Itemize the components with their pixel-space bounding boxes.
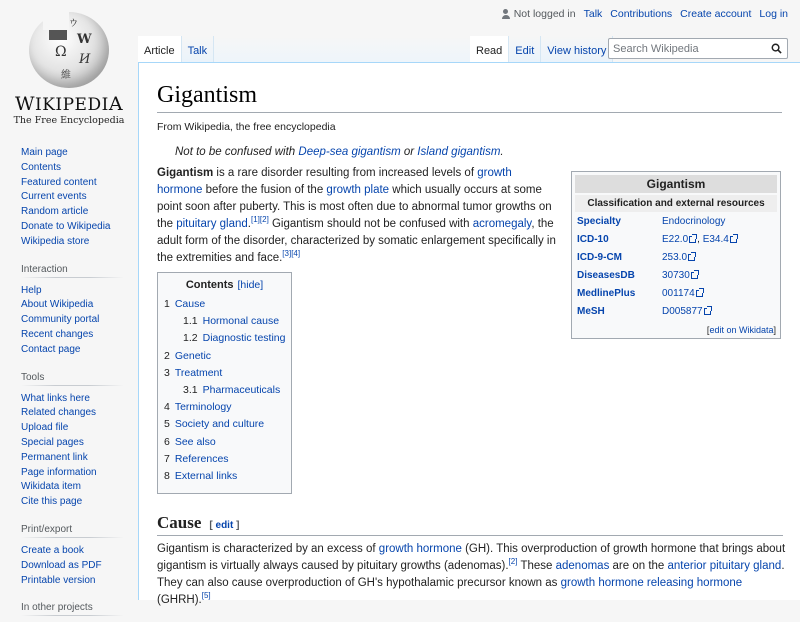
sidebar-other-projects bbox=[0, 602, 138, 616]
contributions-link[interactable]: Contributions bbox=[610, 8, 673, 20]
cause-text: (GH). This overproduction of growth hormone that brings about gigantism is virtually always caused by pituitary growths (adenomas). bbox=[157, 543, 786, 572]
infobox-value[interactable]: 253.0 bbox=[662, 251, 688, 263]
table-of-contents bbox=[157, 272, 292, 494]
cause-paragraph bbox=[157, 541, 787, 609]
edit-on-wikidata-link[interactable]: edit on Wikidata bbox=[709, 325, 774, 335]
sidebar-item-contents[interactable]: Contents bbox=[21, 161, 62, 173]
lead-paragraph bbox=[157, 165, 559, 267]
wikipedia-logo[interactable] bbox=[0, 0, 138, 130]
tab-read[interactable]: Read bbox=[470, 36, 509, 62]
sidebar-item-community-portal[interactable]: Community portal bbox=[21, 314, 100, 326]
cause-text: Gigantism is characterized by an excess of bbox=[157, 543, 379, 555]
infobox-value[interactable]: E22.0 bbox=[662, 233, 689, 245]
infobox-label[interactable]: Specialty bbox=[577, 215, 621, 227]
reference-link[interactable]: [3][4] bbox=[282, 248, 301, 258]
sidebar-item-donate[interactable]: Donate to Wikipedia bbox=[21, 220, 111, 232]
reference-link[interactable]: [1][2] bbox=[251, 214, 269, 224]
edit-section bbox=[209, 520, 239, 531]
anon-status bbox=[501, 8, 576, 20]
anterior-pituitary-gland-link[interactable]: anterior pituitary gland bbox=[667, 560, 782, 572]
cause-text: . They can also cause overproduction of GH's hypothalamic precursor known as bbox=[157, 560, 785, 589]
sidebar-item-special-pages[interactable]: Special pages bbox=[21, 436, 84, 448]
toc-link[interactable]: Pharmaceuticals bbox=[202, 383, 281, 396]
cause-text: These bbox=[517, 560, 556, 572]
sidebar-item-create-book[interactable]: Create a book bbox=[21, 544, 84, 556]
sidebar-item-featured-content[interactable]: Featured content bbox=[21, 176, 97, 188]
not-logged-in-label: Not logged in bbox=[513, 8, 576, 20]
tab-edit[interactable]: Edit bbox=[509, 36, 541, 62]
bracket: ] bbox=[233, 520, 240, 531]
toc-item[interactable] bbox=[164, 365, 285, 382]
sidebar-item-permanent-link[interactable]: Permanent link bbox=[21, 451, 88, 463]
infobox-row-icd9 bbox=[575, 248, 777, 266]
toc-link[interactable]: Society and culture bbox=[174, 418, 265, 431]
external-link-icon bbox=[730, 234, 738, 242]
external-link-icon bbox=[704, 306, 712, 314]
tab-view-history[interactable]: View history bbox=[541, 36, 613, 62]
island-gigantism-link[interactable]: Island gigantism bbox=[417, 145, 501, 158]
infobox-row-specialty bbox=[575, 212, 777, 230]
toc-number: 3 bbox=[164, 366, 170, 379]
toc-number: 4 bbox=[164, 401, 170, 414]
adenomas-link[interactable]: adenomas bbox=[555, 560, 610, 572]
site-subtitle: From Wikipedia, the free encyclopedia bbox=[157, 120, 336, 133]
infobox-title: Gigantism bbox=[575, 175, 777, 193]
infobox-label[interactable]: ICD-10 bbox=[577, 233, 609, 245]
ghrh-link[interactable]: growth hormone releasing hormone bbox=[560, 577, 743, 589]
namespace-tabs bbox=[138, 36, 214, 62]
hatnote bbox=[157, 146, 782, 158]
sidebar-item-printable-version[interactable]: Printable version bbox=[21, 574, 96, 586]
lead-text: which usually occurs at some point soon after puberty. This is most often due to abnormal tumor growths on the bbox=[157, 183, 552, 230]
toc-number: 7 bbox=[164, 452, 170, 465]
sidebar-item-random-article[interactable]: Random article bbox=[21, 206, 89, 218]
tagline: The Free Encyclopedia bbox=[13, 115, 125, 126]
toc-title bbox=[164, 279, 285, 291]
toc-item[interactable] bbox=[164, 296, 285, 313]
external-link-icon bbox=[689, 234, 697, 242]
personal-tools bbox=[501, 8, 788, 20]
cause-text: are on the bbox=[609, 560, 668, 572]
wordmark: WIKIPEDIA bbox=[14, 93, 124, 115]
edit-section-link[interactable]: edit bbox=[215, 520, 234, 531]
infobox-footer bbox=[575, 325, 777, 335]
view-tabs bbox=[470, 36, 613, 62]
toc-item[interactable] bbox=[164, 399, 285, 416]
sidebar-item-contact-page[interactable]: Contact page bbox=[21, 343, 81, 355]
create-account-link[interactable]: Create account bbox=[680, 8, 752, 20]
external-link-icon bbox=[696, 288, 704, 296]
search-input[interactable] bbox=[613, 43, 763, 55]
infobox-value[interactable]: D005877 bbox=[662, 305, 703, 317]
growth-hormone-link[interactable]: growth hormone bbox=[378, 543, 462, 555]
acromegaly-link[interactable]: acromegaly bbox=[472, 217, 532, 230]
infobox-row-medlineplus bbox=[575, 284, 777, 302]
bracket: [ bbox=[706, 325, 710, 335]
toc-item[interactable] bbox=[164, 468, 285, 485]
toc-number: 5 bbox=[164, 418, 170, 431]
section-heading-cause bbox=[157, 513, 783, 536]
infobox-value[interactable]: E34.4 bbox=[702, 233, 729, 245]
user-icon bbox=[501, 9, 511, 19]
sidebar-item-main-page[interactable]: Main page bbox=[21, 147, 68, 158]
reference-link[interactable]: [5] bbox=[201, 591, 211, 601]
bracket: ] bbox=[773, 325, 776, 335]
toc-item[interactable] bbox=[164, 451, 285, 468]
lead-text: , the adult form of the disorder, characterized by somatic enlargement specifically in the extremities and face. bbox=[157, 217, 556, 264]
toc-item[interactable] bbox=[164, 313, 285, 330]
sidebar-heading-interaction: Interaction bbox=[21, 264, 138, 278]
toc-item[interactable] bbox=[164, 416, 285, 433]
toc-link[interactable]: External links bbox=[174, 469, 238, 482]
toc-number: 1.1 bbox=[183, 315, 198, 328]
toc-link[interactable]: Hormonal cause bbox=[202, 315, 280, 328]
sidebar-heading-other-projects: In other projects bbox=[21, 602, 138, 616]
sidebar-heading-tools: Tools bbox=[21, 372, 138, 386]
hatnote-text: Not to be confused with bbox=[175, 145, 299, 158]
infobox-value[interactable]: 30730 bbox=[662, 269, 690, 281]
sidebar-item-download-pdf[interactable]: Download as PDF bbox=[21, 559, 102, 571]
infobox-label[interactable]: ICD-9-CM bbox=[577, 251, 622, 263]
toc-item[interactable] bbox=[164, 382, 285, 399]
sidebar-heading-print: Print/export bbox=[21, 524, 138, 538]
sidebar-item-page-information[interactable]: Page information bbox=[21, 466, 97, 478]
article-content bbox=[138, 62, 800, 606]
toc-hide-toggle[interactable]: [hide] bbox=[237, 279, 264, 291]
infobox-value[interactable]: Endocrinology bbox=[662, 215, 726, 227]
hatnote-text: . bbox=[500, 145, 504, 158]
search-box bbox=[608, 38, 788, 59]
cause-text: (GHRH). bbox=[157, 594, 202, 606]
toc-link[interactable]: References bbox=[174, 452, 229, 465]
sidebar-item-upload-file[interactable]: Upload file bbox=[21, 422, 69, 434]
infobox-row-diseasesdb bbox=[575, 266, 777, 284]
toc-number: 2 bbox=[164, 349, 170, 362]
lead-text: Gigantism should not be confused with bbox=[268, 217, 473, 230]
infobox-label[interactable]: MeSH bbox=[577, 305, 605, 317]
sidebar-item-what-links-here[interactable]: What links here bbox=[21, 392, 90, 404]
sidebar-interaction bbox=[0, 264, 138, 358]
toc-item[interactable] bbox=[164, 434, 285, 451]
hatnote-text: or bbox=[400, 145, 418, 158]
infobox bbox=[571, 171, 781, 339]
toc-link[interactable]: See also bbox=[174, 435, 216, 448]
toc-item[interactable] bbox=[164, 348, 285, 365]
deep-sea-gigantism-link[interactable]: Deep-sea gigantism bbox=[298, 145, 401, 158]
sidebar-item-store[interactable]: Wikipedia store bbox=[21, 235, 90, 247]
tab-article[interactable]: Article bbox=[138, 36, 182, 62]
log-in-link[interactable]: Log in bbox=[759, 8, 788, 20]
tab-talk[interactable]: Talk bbox=[182, 36, 215, 62]
lead-bold-term: Gigantism bbox=[157, 166, 214, 179]
lead-text: is a rare disorder resulting from increased levels of bbox=[213, 166, 478, 179]
infobox-row-mesh bbox=[575, 302, 777, 320]
sidebar-item-current-events[interactable]: Current events bbox=[21, 191, 87, 203]
section-title: Cause bbox=[157, 513, 202, 532]
sidebar bbox=[0, 140, 138, 622]
toc-number: 1 bbox=[164, 298, 170, 310]
infobox-label[interactable]: MedlinePlus bbox=[577, 287, 636, 299]
infobox-value[interactable]: 001174 bbox=[662, 287, 695, 299]
sidebar-item-wikidata-item[interactable]: Wikidata item bbox=[21, 481, 82, 493]
toc-number: 8 bbox=[164, 469, 170, 482]
infobox-subtitle: Classification and external resources bbox=[575, 195, 777, 212]
lead-text: before the fusion of the bbox=[202, 183, 327, 196]
sidebar-item-recent-changes[interactable]: Recent changes bbox=[21, 328, 94, 340]
growth-hormone-link[interactable]: growth hormone bbox=[157, 166, 512, 196]
talk-link[interactable]: Talk bbox=[583, 8, 603, 20]
toc-number: 6 bbox=[164, 435, 170, 448]
toc-link[interactable]: Terminology bbox=[174, 401, 232, 414]
toc-link[interactable]: Cause bbox=[174, 298, 206, 310]
search-icon[interactable] bbox=[771, 43, 782, 54]
toc-link[interactable]: Treatment bbox=[174, 366, 223, 379]
growth-plate-link[interactable]: growth plate bbox=[326, 183, 390, 196]
sidebar-navigation bbox=[0, 146, 138, 250]
sidebar-item-about[interactable]: About Wikipedia bbox=[21, 299, 94, 311]
toc-number: 3.1 bbox=[183, 383, 198, 396]
external-link-icon bbox=[691, 270, 699, 278]
sidebar-print bbox=[0, 524, 138, 588]
page-title: Gigantism bbox=[157, 81, 782, 113]
bracket: [ bbox=[209, 520, 216, 531]
toc-link[interactable]: Genetic bbox=[174, 349, 212, 362]
sidebar-item-cite-this-page[interactable]: Cite this page bbox=[21, 496, 83, 508]
sidebar-tools bbox=[0, 372, 138, 510]
tab-bar-spacer bbox=[210, 36, 470, 62]
pituitary-gland-link[interactable]: pituitary gland bbox=[176, 217, 248, 230]
toc-item[interactable] bbox=[164, 330, 285, 347]
toc-link[interactable]: Diagnostic testing bbox=[202, 332, 286, 345]
lead-text: . bbox=[247, 217, 251, 230]
toc-heading: Contents bbox=[185, 279, 234, 291]
infobox-label[interactable]: DiseasesDB bbox=[577, 269, 635, 281]
external-link-icon bbox=[688, 252, 696, 260]
sidebar-item-related-changes[interactable]: Related changes bbox=[21, 407, 97, 419]
puzzle-globe-icon: Ω W И 維 ウ bbox=[29, 12, 109, 88]
toc-number: 1.2 bbox=[183, 332, 198, 345]
reference-link[interactable]: [2] bbox=[508, 557, 518, 567]
infobox-row-icd10: ICD-10 E22.0 , E34.4 bbox=[575, 230, 777, 248]
sidebar-item-help[interactable]: Help bbox=[21, 284, 42, 296]
